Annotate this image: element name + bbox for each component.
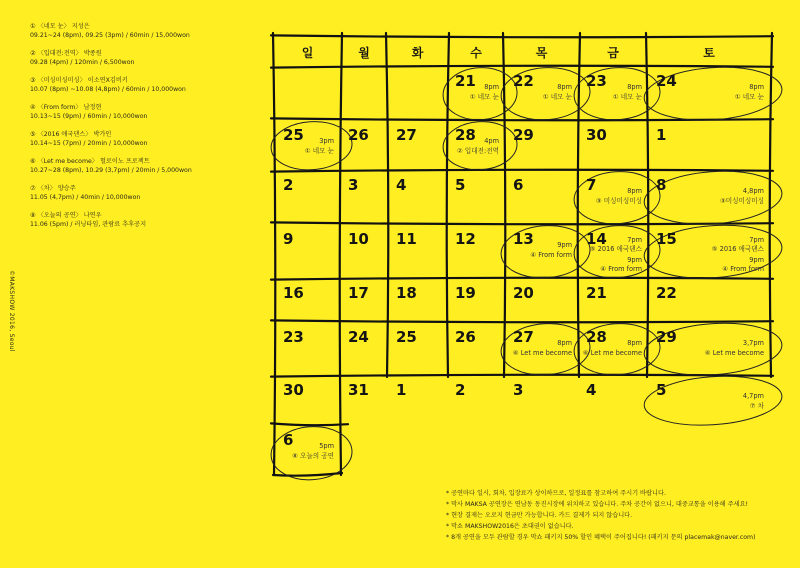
- program-item: ⑤ 〈2016 애국댄스〉 박가인 10.14~15 (7pm) / 20min / 10,000won: [30, 131, 148, 147]
- day-number: 5: [656, 381, 667, 399]
- event-title: ① 네모 눈: [542, 93, 572, 101]
- event-title: ⑥ Let me become: [512, 349, 572, 357]
- day-number: 6: [513, 176, 524, 194]
- day-number: 4: [396, 176, 407, 194]
- event-title: ⑥ Let me become: [704, 349, 764, 357]
- event-time: 3pm: [319, 137, 334, 145]
- grid-line: [646, 33, 648, 377]
- event-time: 8pm: [627, 83, 642, 91]
- weekday-header: 목: [535, 46, 548, 60]
- day-number: 29: [513, 126, 534, 144]
- event-title: ① 네모 눈: [612, 93, 642, 101]
- day-number: 22: [513, 72, 534, 90]
- day-number: 22: [656, 284, 677, 302]
- note: * 공연마다 일시, 회차, 입장료가 상이하므로, 일정표를 참고하여 주시기 바랍니다.: [446, 488, 786, 499]
- weekday-header: 금: [607, 46, 619, 60]
- day-number: 3: [348, 176, 359, 194]
- program-item: ⑦ 〈차〉 양승주 11.05 (4,7pm) / 40min / 10,000won: [30, 185, 141, 201]
- day-number: 8: [656, 176, 667, 194]
- program-item: ③ 〈미싱미싱미싱〉 이소연X김비키 10.07 (8pm) ~10.08 (4,8pm) / 60min / 10,000won: [30, 77, 186, 93]
- grid-line: [271, 423, 348, 425]
- event-title: ① 네모 눈: [734, 93, 764, 101]
- day-number: 1: [396, 381, 407, 399]
- grid-line: [273, 33, 275, 475]
- program-item: ② 〈입대전:전역〉 박종원 09.28 (4pm) / 120min / 6,500won: [30, 50, 135, 66]
- day-number: 26: [348, 126, 369, 144]
- event-time: 8pm: [557, 339, 572, 347]
- grid-line: [447, 33, 449, 377]
- grid-line: [271, 66, 773, 68]
- event-title: ③미싱미싱미싱: [719, 197, 764, 205]
- weekday-header: 화: [411, 46, 424, 60]
- day-number: 27: [396, 126, 417, 144]
- program-item: ⑧ 〈오늘의 공연〉 나연우 11.06 (5pm) / 러닝타임, 관람료 추후공지: [30, 212, 147, 228]
- day-number: 23: [283, 328, 304, 346]
- day-number: 10: [348, 230, 369, 248]
- weekday-header: 토: [703, 46, 715, 60]
- day-number: 19: [455, 284, 476, 302]
- day-number: 6: [283, 431, 294, 449]
- day-number: 25: [283, 126, 304, 144]
- day-number: 30: [283, 381, 304, 399]
- notes: [446, 488, 786, 543]
- event-time: 4,7pm: [742, 392, 764, 400]
- day-number: 20: [513, 284, 534, 302]
- day-number: 30: [586, 126, 607, 144]
- grid-line: [386, 33, 388, 377]
- note: * 막쇼 MAKSHOW2016은 초대권이 없습니다.: [446, 521, 786, 532]
- day-number: 24: [656, 72, 677, 90]
- day-number: 28: [455, 126, 476, 144]
- day-number: 23: [586, 72, 607, 90]
- note: * 현장 결제는 오로지 현금만 가능합니다. 카드 결제가 되지 않습니다.: [446, 510, 786, 521]
- grid-line: [271, 35, 773, 37]
- day-number: 29: [656, 328, 677, 346]
- event-time: 7pm: [749, 236, 764, 244]
- event-title: ⑥ Let me become: [582, 349, 642, 357]
- program-item: ④ 〈From form〉 남정현 10.13~15 (9pm) / 60min / 10,000won: [30, 104, 148, 120]
- day-number: 18: [396, 284, 417, 302]
- grid-line: [271, 170, 773, 172]
- day-number: 16: [283, 284, 304, 302]
- day-number: 3: [513, 381, 524, 399]
- event-title: ③ 미싱미싱미싱: [595, 197, 642, 205]
- event-title: ⑦ 차: [749, 402, 764, 410]
- day-number: 24: [348, 328, 369, 346]
- day-number: 21: [455, 72, 476, 90]
- event-title: ⑧ 오늘의 공연: [292, 452, 334, 460]
- grid-line: [340, 33, 342, 475]
- day-number: 12: [455, 230, 476, 248]
- day-number: 13: [513, 230, 534, 248]
- event-time: 8pm: [557, 83, 572, 91]
- day-number: 2: [455, 381, 466, 399]
- day-number: 4: [586, 381, 597, 399]
- day-number: 25: [396, 328, 417, 346]
- day-number: 5: [455, 176, 466, 194]
- day-number: 28: [586, 328, 607, 346]
- event-time: 4pm: [484, 137, 499, 145]
- copyright-vertical: ©MAKSHOW 2016, Seoul: [8, 270, 15, 352]
- day-number: 1: [656, 126, 667, 144]
- note: * 막사 MAKSA 공연장은 연남동 동진시장에 위치하고 있습니다. 주차 공간이 없으니, 대중교통을 이용해 주세요!: [446, 499, 786, 510]
- program-item: ⑥ 〈Let me become〉 헐로이노 프로젝트 10.27~28 (8pm), 10.29 (3,7pm) / 20min / 5,000won: [30, 158, 192, 174]
- day-number: 21: [586, 284, 607, 302]
- day-number: 26: [455, 328, 476, 346]
- event-title: ① 네모 눈: [469, 93, 499, 101]
- grid-line: [770, 33, 772, 377]
- event-time: 8pm: [749, 83, 764, 91]
- event-title: ④ From form: [530, 251, 572, 259]
- day-number: 9: [283, 230, 294, 248]
- event-title: ⑤ 2016 애국댄스: [589, 245, 642, 253]
- event-title: ④ From form: [600, 265, 642, 273]
- event-title: ④ From form: [722, 265, 764, 273]
- day-number: 17: [348, 284, 369, 302]
- event-time: 3,7pm: [742, 339, 764, 347]
- day-number: 11: [396, 230, 417, 248]
- day-number: 14: [586, 230, 607, 248]
- weekday-header: 월: [358, 46, 370, 60]
- day-number: 27: [513, 328, 534, 346]
- weekday-header: 수: [470, 46, 482, 60]
- grid-line: [271, 320, 773, 322]
- event-time: 9pm: [749, 256, 764, 264]
- day-number: 15: [656, 230, 677, 248]
- event-time: 9pm: [557, 241, 572, 249]
- event-time: 5pm: [319, 442, 334, 450]
- event-time: 8pm: [627, 339, 642, 347]
- note: * 8개 공연을 모두 관람할 경우 막쇼 패키지 50% 할인 혜택이 주어집니다! (패키지 문의 placemak@naver.com): [446, 532, 786, 543]
- event-title: ① 네모 눈: [304, 147, 334, 155]
- event-time: 8pm: [627, 187, 642, 195]
- weekday-header: 일: [301, 46, 314, 60]
- event-time: 9pm: [627, 256, 642, 264]
- event-title: ⑤ 2016 애국댄스: [711, 245, 764, 253]
- event-title: ② 입대전:전역: [456, 147, 499, 155]
- day-number: 31: [348, 381, 369, 399]
- event-time: 8pm: [484, 83, 499, 91]
- day-number: 7: [586, 176, 597, 194]
- event-circle: [441, 119, 518, 172]
- event-time: 7pm: [627, 236, 642, 244]
- day-number: 2: [283, 176, 294, 194]
- event-time: 4,8pm: [742, 187, 764, 195]
- program-item: ① 〈네모 눈〉 지성은 09.21~24 (8pm), 09.25 (3pm) / 60min / 15,000won: [30, 23, 190, 39]
